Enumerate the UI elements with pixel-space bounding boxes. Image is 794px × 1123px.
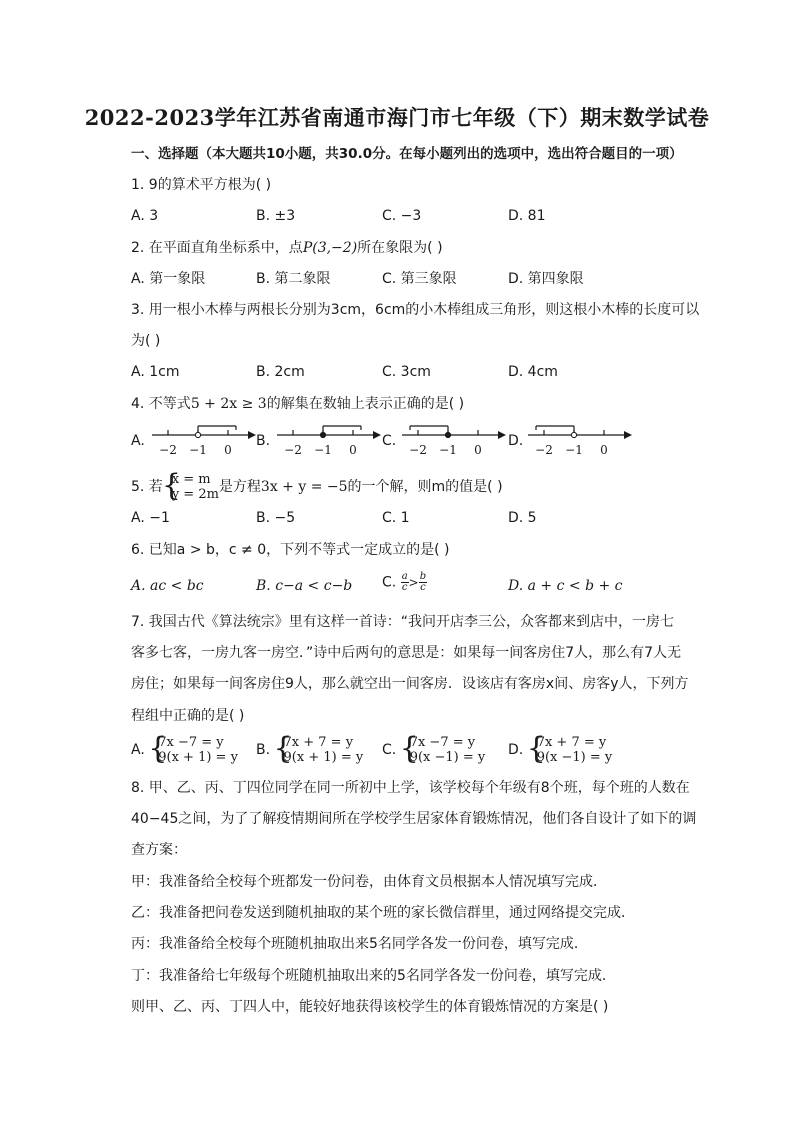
q6-frac-den-1: c [401,582,408,593]
q7-system-c [401,735,486,765]
tick-label: −2 [409,443,427,457]
tick-label: −2 [159,443,177,457]
question-7-line4: 程组中正确的是( ) [131,708,245,724]
open-dot [571,432,576,437]
q4-number-line-b [273,420,383,460]
q5-option-d: D. 5 [508,510,537,526]
q4-option-c-label: C. [382,433,397,449]
open-dot [195,432,200,437]
q4-option-d-label: D. [508,433,524,449]
q7-b-eq2: 9(x + 1) = y [283,750,364,765]
q6-frac-num-b: b [419,571,427,582]
q7-option-a-label: A. [131,742,145,758]
closed-dot [320,432,325,437]
q3-option-a: A. 1cm [131,364,180,380]
q7-option-c-label: C. [382,742,397,758]
q6-frac-num-a: a [401,571,408,582]
q7-option-d [508,735,612,765]
q4-number-line-d [524,420,634,460]
q4-option-a-label: A. [131,433,145,449]
question-8-line2: 40−45之间，为了了解疫情期间所在学校学生居家体育锻炼情况，他们各自设计了如下的调 [131,811,697,827]
closed-dot [445,432,450,437]
tick-label: 0 [474,443,482,457]
q2-point: P(3,−2) [302,240,358,256]
q6-fraction-b-over-c [419,572,427,593]
q7-system-a [149,735,238,765]
question-8-line3: 查方案： [131,842,187,858]
q7-option-b [256,735,363,765]
q8-plan-bing: 丙：我准备给全校每个班随机抽取出来5名同学各发一份问卷，填写完成． [131,936,588,952]
question-7-line3: 房住；如果每一间客房住9人，那么就空出一间客房．设该店有客房x间、房客y人，下列方 [131,676,689,692]
q5-system [163,472,219,502]
q7-option-c [382,735,485,765]
q5-stem-mid: 是方程 [218,479,261,495]
axis-arrow-icon [373,431,381,439]
q3-option-d: D. 4cm [508,364,558,380]
q7-system-d [528,735,613,765]
q6-option-c-label: C. [382,574,397,591]
tick-label: −1 [439,443,457,457]
q6-option-d: D. a + c < b + c [508,578,623,594]
tick-label: −2 [535,443,553,457]
question-8-line1: 8. 甲、乙、丙、丁四位同学在同一所初中上学，该学校每个年级有8个班，每个班的人数在 [131,780,690,796]
tick-label: 0 [224,443,232,457]
tick-label: −1 [565,443,583,457]
exam-title: 2022-2023学年江苏省南通市海门市七年级（下）期末数学试卷 [84,105,710,130]
question-4-stem [131,394,464,414]
q8-plan-ding: 丁：我准备给七年级每个班随机抽取出来的5名同学各发一份问卷，填写完成． [131,968,616,984]
q5-equation: 3x + y = −5 [260,479,348,495]
q6-option-c [382,572,427,593]
q7-c-eq1: { 7x −7 = y [409,735,476,750]
q7-a-eq2: 9(x + 1) = y [158,750,238,765]
q4-stem-post: 的解集在数轴上表示正确的是( ) [266,396,465,412]
q2-option-b: B. 第二象限 [256,271,331,287]
q7-d-eq1: { 7x + 7 = y [536,735,607,750]
q5-stem-pre: 5. 若 [131,479,163,495]
tick-label: −2 [284,443,302,457]
question-5-stem [131,472,503,502]
q7-a-eq1: { 7x −7 = y [158,735,224,750]
q7-d-eq2: 9(x −1) = y [536,750,613,765]
q5-system-line1: { x = m [171,472,211,487]
axis-arrow-icon [498,431,506,439]
q6-fraction-a-over-c [401,572,409,593]
q1-option-c: C. −3 [382,208,422,224]
question-6-stem: 6. 已知a > b，c ≠ 0，下列不等式一定成立的是( ) [131,542,450,558]
q7-option-a [131,735,238,765]
q4-stem-pre: 4. 不等式 [131,396,191,412]
q6-gt-sign: > [408,575,419,590]
q6-frac-den-2: c [420,582,426,593]
q2-stem-pre: 2. 在平面直角坐标系中，点 [131,240,303,256]
q8-plan-yi: 乙：我准备把问卷发送到随机抽取的某个班的家长微信群里，通过网络提交完成． [131,905,635,921]
q5-system-line2: y = 2m [171,487,219,502]
q2-option-d: D. 第四象限 [508,271,584,287]
q2-option-a: A. 第一象限 [131,271,206,287]
q4-number-line-c [398,420,508,460]
section-heading: 一、选择题（本大题共10小题，共30.0分。在每小题列出的选项中，选出符合题目的一项） [131,146,683,162]
q7-option-b-label: B. [256,742,271,758]
axis-arrow-icon [248,431,256,439]
q6-option-a: A. ac < bc [131,578,204,594]
q3-option-b: B. 2cm [256,364,305,380]
axis-arrow-icon [624,431,632,439]
q4-option-b-label: B. [256,433,271,449]
q2-option-c: C. 第三象限 [382,271,457,287]
question-3-stem-line2: 为( ) [131,333,161,349]
q5-option-a: A. −1 [131,510,170,526]
q2-stem-post: 所在象限为( ) [357,240,443,256]
q3-option-c: C. 3cm [382,364,431,380]
q1-option-a: A. 3 [131,208,159,224]
q7-option-d-label: D. [508,742,524,758]
q4-inequality: 5 + 2x ≥ 3 [190,396,267,412]
q6-option-b: B. c−a < c−b [256,578,353,594]
q5-option-c: C. 1 [382,510,410,526]
q1-option-b: B. ±3 [256,208,296,224]
q5-option-b: B. −5 [256,510,296,526]
q8-plan-jia: 甲：我准备给全校每个班都发一份问卷，由体育文员根据本人情况填写完成． [131,874,607,890]
question-7-line2: 客多七客，一房九客一房空．”诗中后两句的意思是：如果每一间客房住7人，那么有7人无 [131,645,682,661]
tick-label: −1 [314,443,332,457]
question-2-stem [131,238,443,258]
question-1-stem: 1. 9的算术平方根为( ) [131,177,272,193]
tick-label: 0 [600,443,608,457]
tick-label: −1 [189,443,207,457]
q1-option-d: D. 81 [508,208,546,224]
q7-b-eq1: { 7x + 7 = y [283,735,354,750]
q7-c-eq2: 9(x −1) = y [409,750,486,765]
q8-question: 则甲、乙、丙、丁四人中，能较好地获得该校学生的体育锻炼情况的方案是( ) [131,999,609,1015]
q4-number-line-a [148,420,258,460]
question-7-line1: 7. 我国古代《算法统宗》里有这样一首诗：“我问开店李三公，众客都来到店中，一房七 [131,614,675,630]
tick-label: 0 [349,443,357,457]
question-3-stem-line1: 3. 用一根小木棒与两根长分别为3cm，6cm的小木棒组成三角形，则这根小木棒的长度可以 [131,302,700,318]
q5-stem-post: 的一个解，则m的值是( ) [347,479,503,495]
q7-system-b [275,735,364,765]
